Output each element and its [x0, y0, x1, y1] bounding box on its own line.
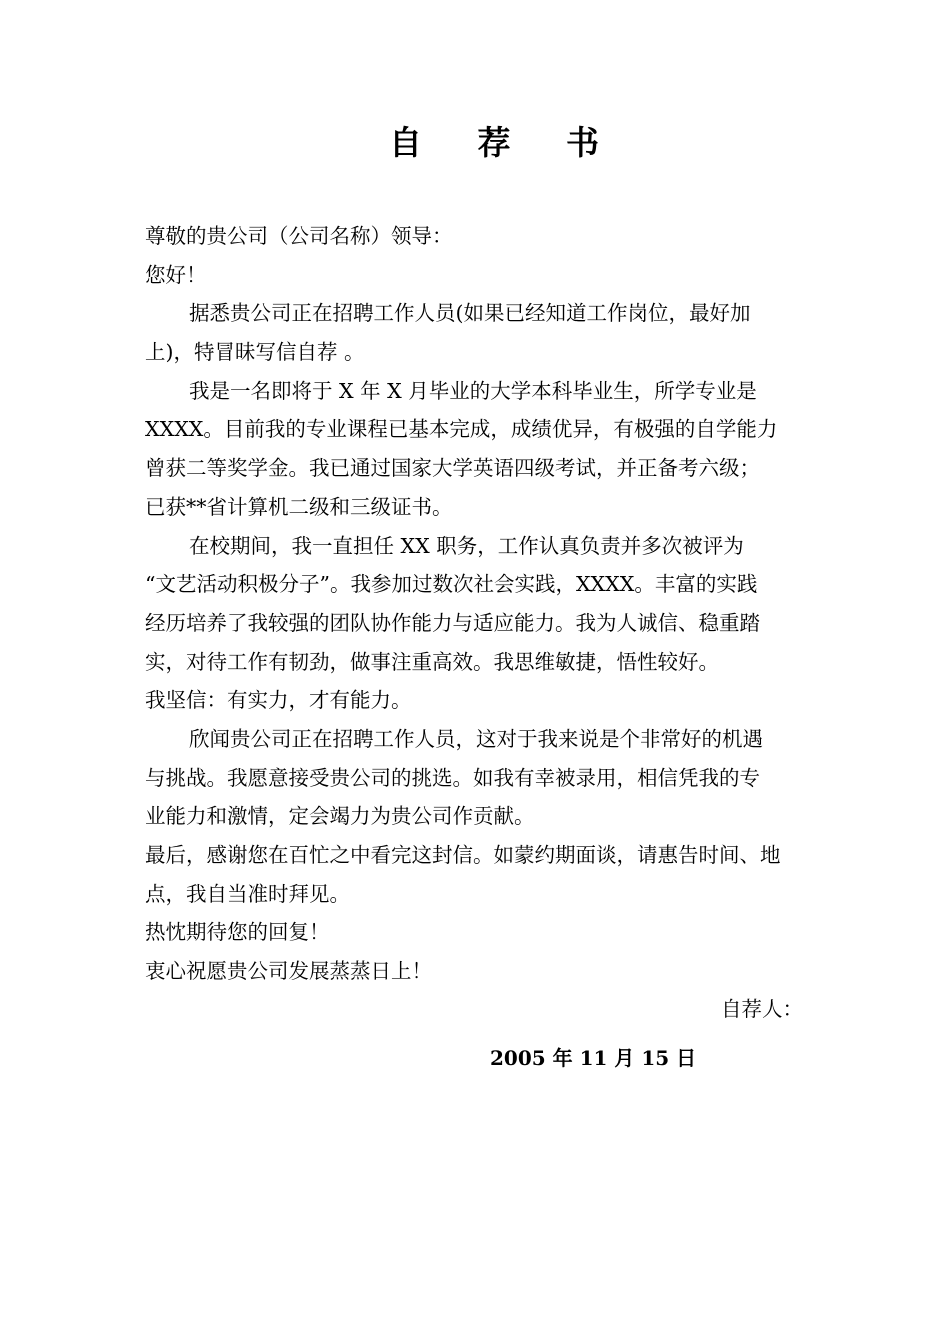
letter-line: 我坚信：有实力，才有能力。	[145, 688, 412, 713]
signature-label: 自荐人：	[721, 997, 803, 1021]
letter-line: 上)，特冒昧写信自荐 。	[145, 340, 365, 365]
letter-line: 我是一名即将于 X 年 X 月毕业的大学本科毕业生，所学专业是	[189, 378, 757, 403]
letter-line: 业能力和激情，定会竭力为贵公司作贡献。	[145, 804, 535, 829]
letter-line: 热忱期待您的回复！	[145, 920, 330, 945]
letter-line: 衷心祝愿贵公司发展蒸蒸日上！	[145, 959, 432, 984]
letter-body	[145, 217, 810, 991]
letter-line: 您好！	[145, 262, 207, 287]
letter-line: 欣闻贵公司正在招聘工作人员，这对于我来说是个非常好的机遇	[189, 726, 763, 751]
letter-line: 经历培养了我较强的团队协作能力与适应能力。我为人诚信、稳重踏	[145, 610, 760, 635]
letter-line: 点，我自当准时拜见。	[145, 881, 350, 906]
letter-line: 尊敬的贵公司（公司名称）领导：	[145, 224, 453, 248]
letter-line: 已获**省计算机二级和三级证书。	[145, 494, 453, 519]
letter-line: 与挑战。我愿意接受贵公司的挑选。如我有幸被录用，相信凭我的专	[145, 765, 760, 790]
letter-line: XXXX。目前我的专业课程已基本完成，成绩优异，有极强的自学能力	[145, 417, 778, 442]
letter-line: “文艺活动积极分子”。我参加过数次社会实践，XXXX。丰富的实践	[145, 572, 758, 597]
letter-line: 最后，感谢您在百忙之中看完这封信。如蒙约期面谈，请惠告时间、地	[145, 843, 781, 867]
document-title: 自 荐 书	[389, 123, 621, 162]
letter-line: 实，对待工作有韧劲，做事注重高效。我思维敏捷，悟性较好。	[145, 649, 719, 674]
letter-date: 2005 年 11 月 15 日	[490, 1046, 697, 1070]
letter-line: 曾获二等奖学金。我已通过国家大学英语四级考试，并正备考六级；	[145, 456, 760, 481]
letter-line: 据悉贵公司正在招聘工作人员(如果已经知道工作岗位，最好加	[189, 301, 751, 326]
letter-line: 在校期间，我一直担任 XX 职务，工作认真负责并多次被评为	[189, 533, 744, 558]
